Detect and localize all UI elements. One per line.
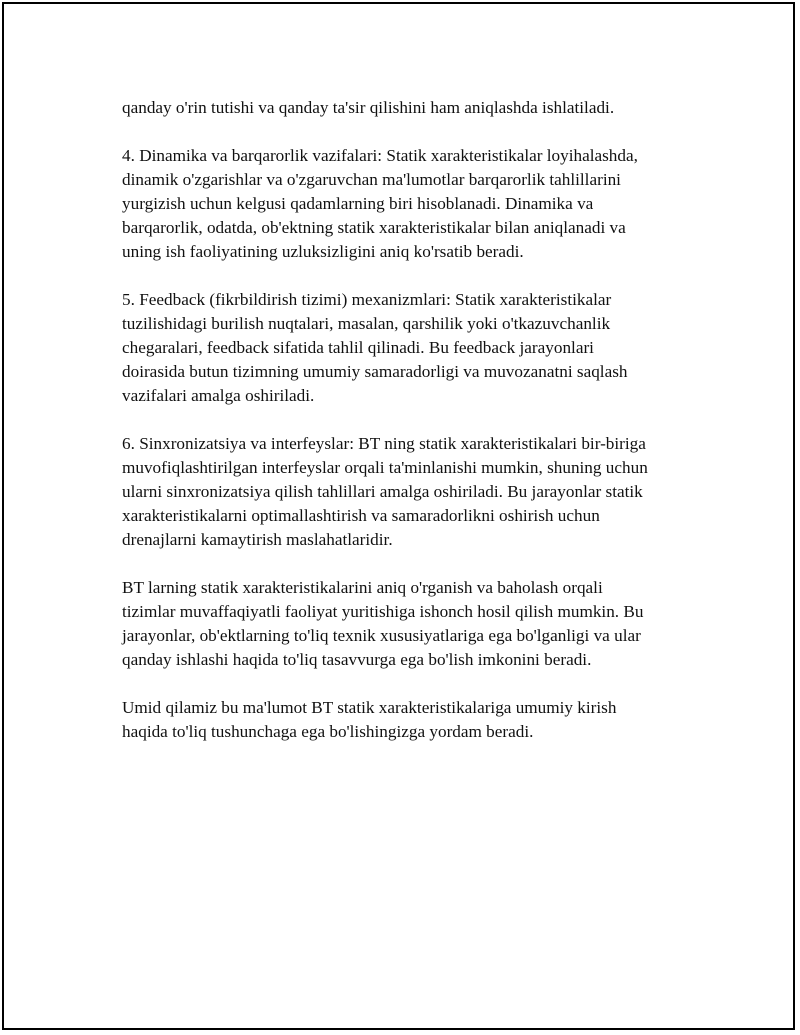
paragraph-closing (122, 696, 702, 744)
paragraph-feedback (122, 288, 702, 408)
text-line: drenajlarni kamaytirish maslahatlaridir. (122, 530, 393, 549)
text-line: 5. Feedback (fikrbildirish tizimi) mexanizmlari: Statik xarakteristikalar (122, 290, 612, 309)
text-line: dinamik o'zgarishlar va o'zgaruvchan ma'lumotlar barqarorlik tahlillarini (122, 170, 621, 189)
paragraph-synchronization (122, 432, 702, 552)
text-line: 4. Dinamika va barqarorlik vazifalari: Statik xarakteristikalar loyihalashda, (122, 146, 638, 165)
paragraph-summary (122, 576, 702, 672)
page-content (122, 96, 702, 768)
text-line: qanday o'rin tutishi va qanday ta'sir qilishini ham aniqlashda ishlatiladi. (122, 98, 615, 117)
page-frame (2, 2, 795, 1030)
text-line: yurgizish uchun kelgusi qadamlarning biri hisoblanadi. Dinamika va (122, 194, 594, 213)
text-line: jarayonlar, ob'ektlarning to'liq texnik xususiyatlariga ega bo'lganligi va ular (122, 626, 641, 645)
text-line: ularni sinxronizatsiya qilish tahlillari amalga oshiriladi. Bu jarayonlar statik (122, 482, 643, 501)
text-line: doirasida butun tizimning umumiy samaradorligi va muvozanatni saqlash (122, 362, 628, 381)
text-line: barqarorlik, odatda, ob'ektning statik xarakteristikalar bilan aniqlanadi va (122, 218, 626, 237)
text-line: 6. Sinxronizatsiya va interfeyslar: BT ning statik xarakteristikalari bir-biriga (122, 434, 646, 453)
paragraph-dynamics-stability (122, 144, 702, 264)
text-line: vazifalari amalga oshiriladi. (122, 386, 315, 405)
text-line: BT larning statik xarakteristikalarini aniq o'rganish va baholash orqali (122, 578, 603, 597)
text-line: haqida to'liq tushunchaga ega bo'lishingizga yordam beradi. (122, 722, 534, 741)
paragraph-continuation (122, 96, 702, 120)
text-line: qanday ishlashi haqida to'liq tasavvurga ega bo'lish imkonini beradi. (122, 650, 592, 669)
text-line: chegaralari, feedback sifatida tahlil qilinadi. Bu feedback jarayonlari (122, 338, 594, 357)
text-line: tizimlar muvaffaqiyatli faoliyat yuritishiga ishonch hosil qilish mumkin. Bu (122, 602, 644, 621)
text-line: xarakteristikalarni optimallashtirish va samaradorlikni oshirish uchun (122, 506, 600, 525)
text-line: Umid qilamiz bu ma'lumot BT statik xarakteristikalariga umumiy kirish (122, 698, 617, 717)
text-line: tuzilishidagi burilish nuqtalari, masalan, qarshilik yoki o'tkazuvchanlik (122, 314, 611, 333)
text-line: muvofiqlashtirilgan interfeyslar orqali ta'minlanishi mumkin, shuning uchun (122, 458, 648, 477)
text-line: uning ish faoliyatining uzluksizligini aniq ko'rsatib beradi. (122, 242, 524, 261)
